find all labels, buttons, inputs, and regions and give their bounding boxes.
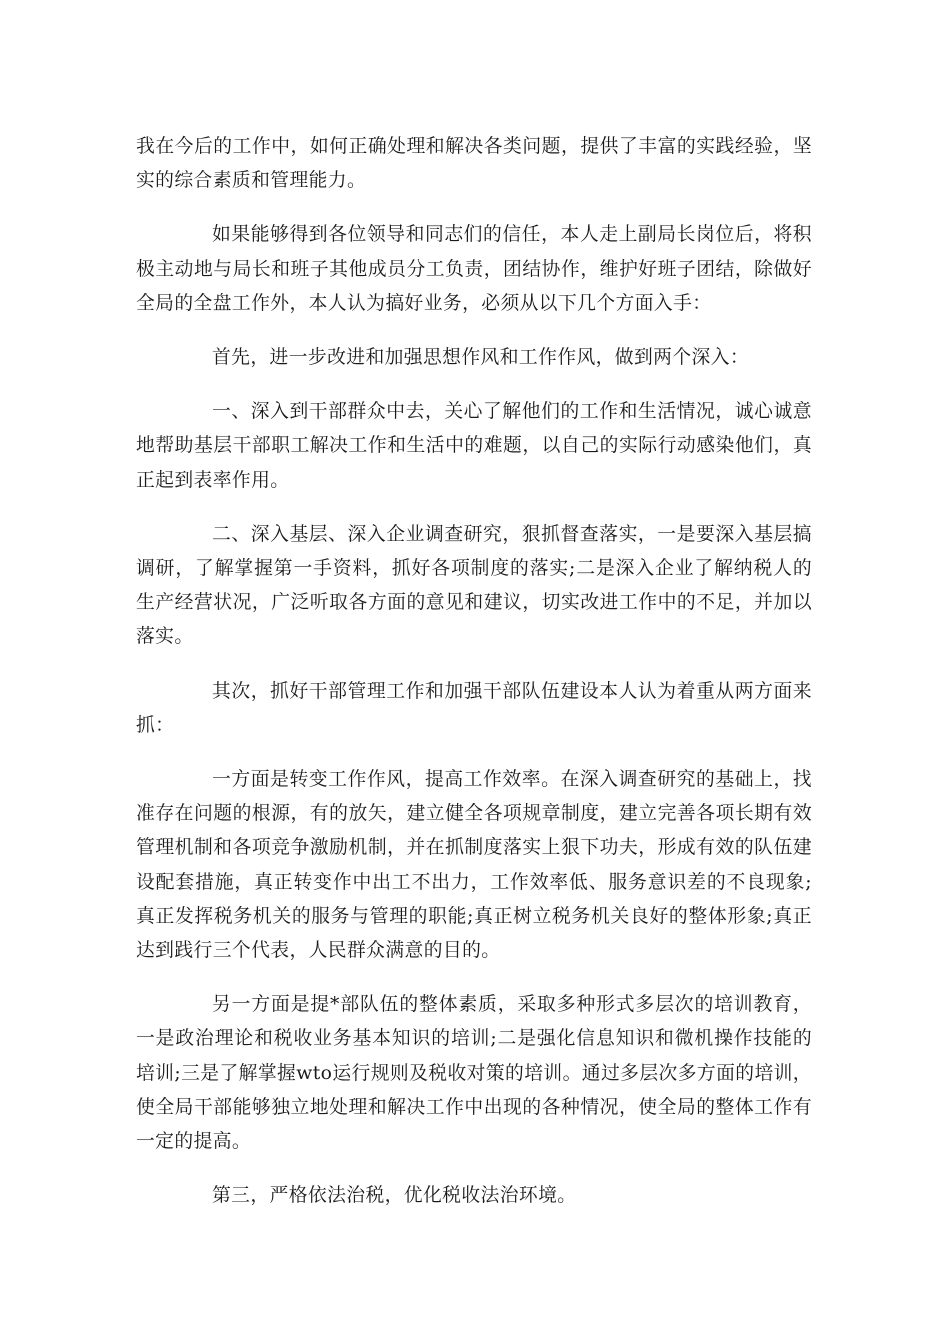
paragraph-6: 其次，抓好干部管理工作和加强干部队伍建设本人认为着重从两方面来抓： bbox=[136, 680, 812, 736]
paragraph-5: 二、深入基层、深入企业调查研究，狠抓督查落实，一是要深入基层搞调研，了解掌握第一手资料，抓好各项制度的落实;二是深入企业了解纳税人的生产经营状况，广泛听取各方面的意见和建议，切实改进工作中的不足，并加以落实。 bbox=[136, 523, 812, 648]
paragraph-2: 如果能够得到各位领导和同志们的信任，本人走上副局长岗位后，将积极主动地与局长和班子其他成员分工负责，团结协作，维护好班子团结，除做好全局的全盘工作外，本人认为搞好业务，必须从以下几个方面入手： bbox=[136, 224, 812, 314]
paragraph-7: 一方面是转变工作作风，提高工作效率。在深入调查研究的基础上，找准存在问题的根源，有的放矢，建立健全各项规章制度，建立完善各项长期有效管理机制和各项竞争激励机制，并在抓制度落实上狠下功夫，形成有效的队伍建设配套措施，真正转变作中出工不出力，工作效率低、服务意识差的不良现象;真正发挥税务机关的服务与管理的职能;真正树立税务机关良好的整体形象;真正达到践行三个代表，人民群众满意的目的。 bbox=[136, 769, 812, 962]
paragraph-3: 首先，进一步改进和加强思想作风和工作作风，做到两个深入： bbox=[212, 347, 750, 369]
document-body bbox=[136, 130, 812, 1233]
paragraph-9: 第三，严格依法治税，优化税收法治环境。 bbox=[212, 1185, 577, 1207]
paragraph-4: 一、深入到干部群众中去，关心了解他们的工作和生活情况，诚心诚意地帮助基层干部职工解决工作和生活中的难题，以自己的实际行动感染他们，真正起到表率作用。 bbox=[136, 401, 812, 491]
paragraph-1: 我在今后的工作中，如何正确处理和解决各类问题，提供了丰富的实践经验，坚实的综合素质和管理能力。 bbox=[136, 136, 812, 192]
paragraph-8: 另一方面是提*部队伍的整体素质，采取多种形式多层次的培训教育，一是政治理论和税收业务基本知识的培训;二是强化信息知识和微机操作技能的培训;三是了解掌握wto运行规则及税收对策的培训。通过多层次多方面的培训，使全局干部能够独立地处理和解决工作中出现的各种情况，使全局的整体工作有一定的提高。 bbox=[136, 994, 812, 1153]
